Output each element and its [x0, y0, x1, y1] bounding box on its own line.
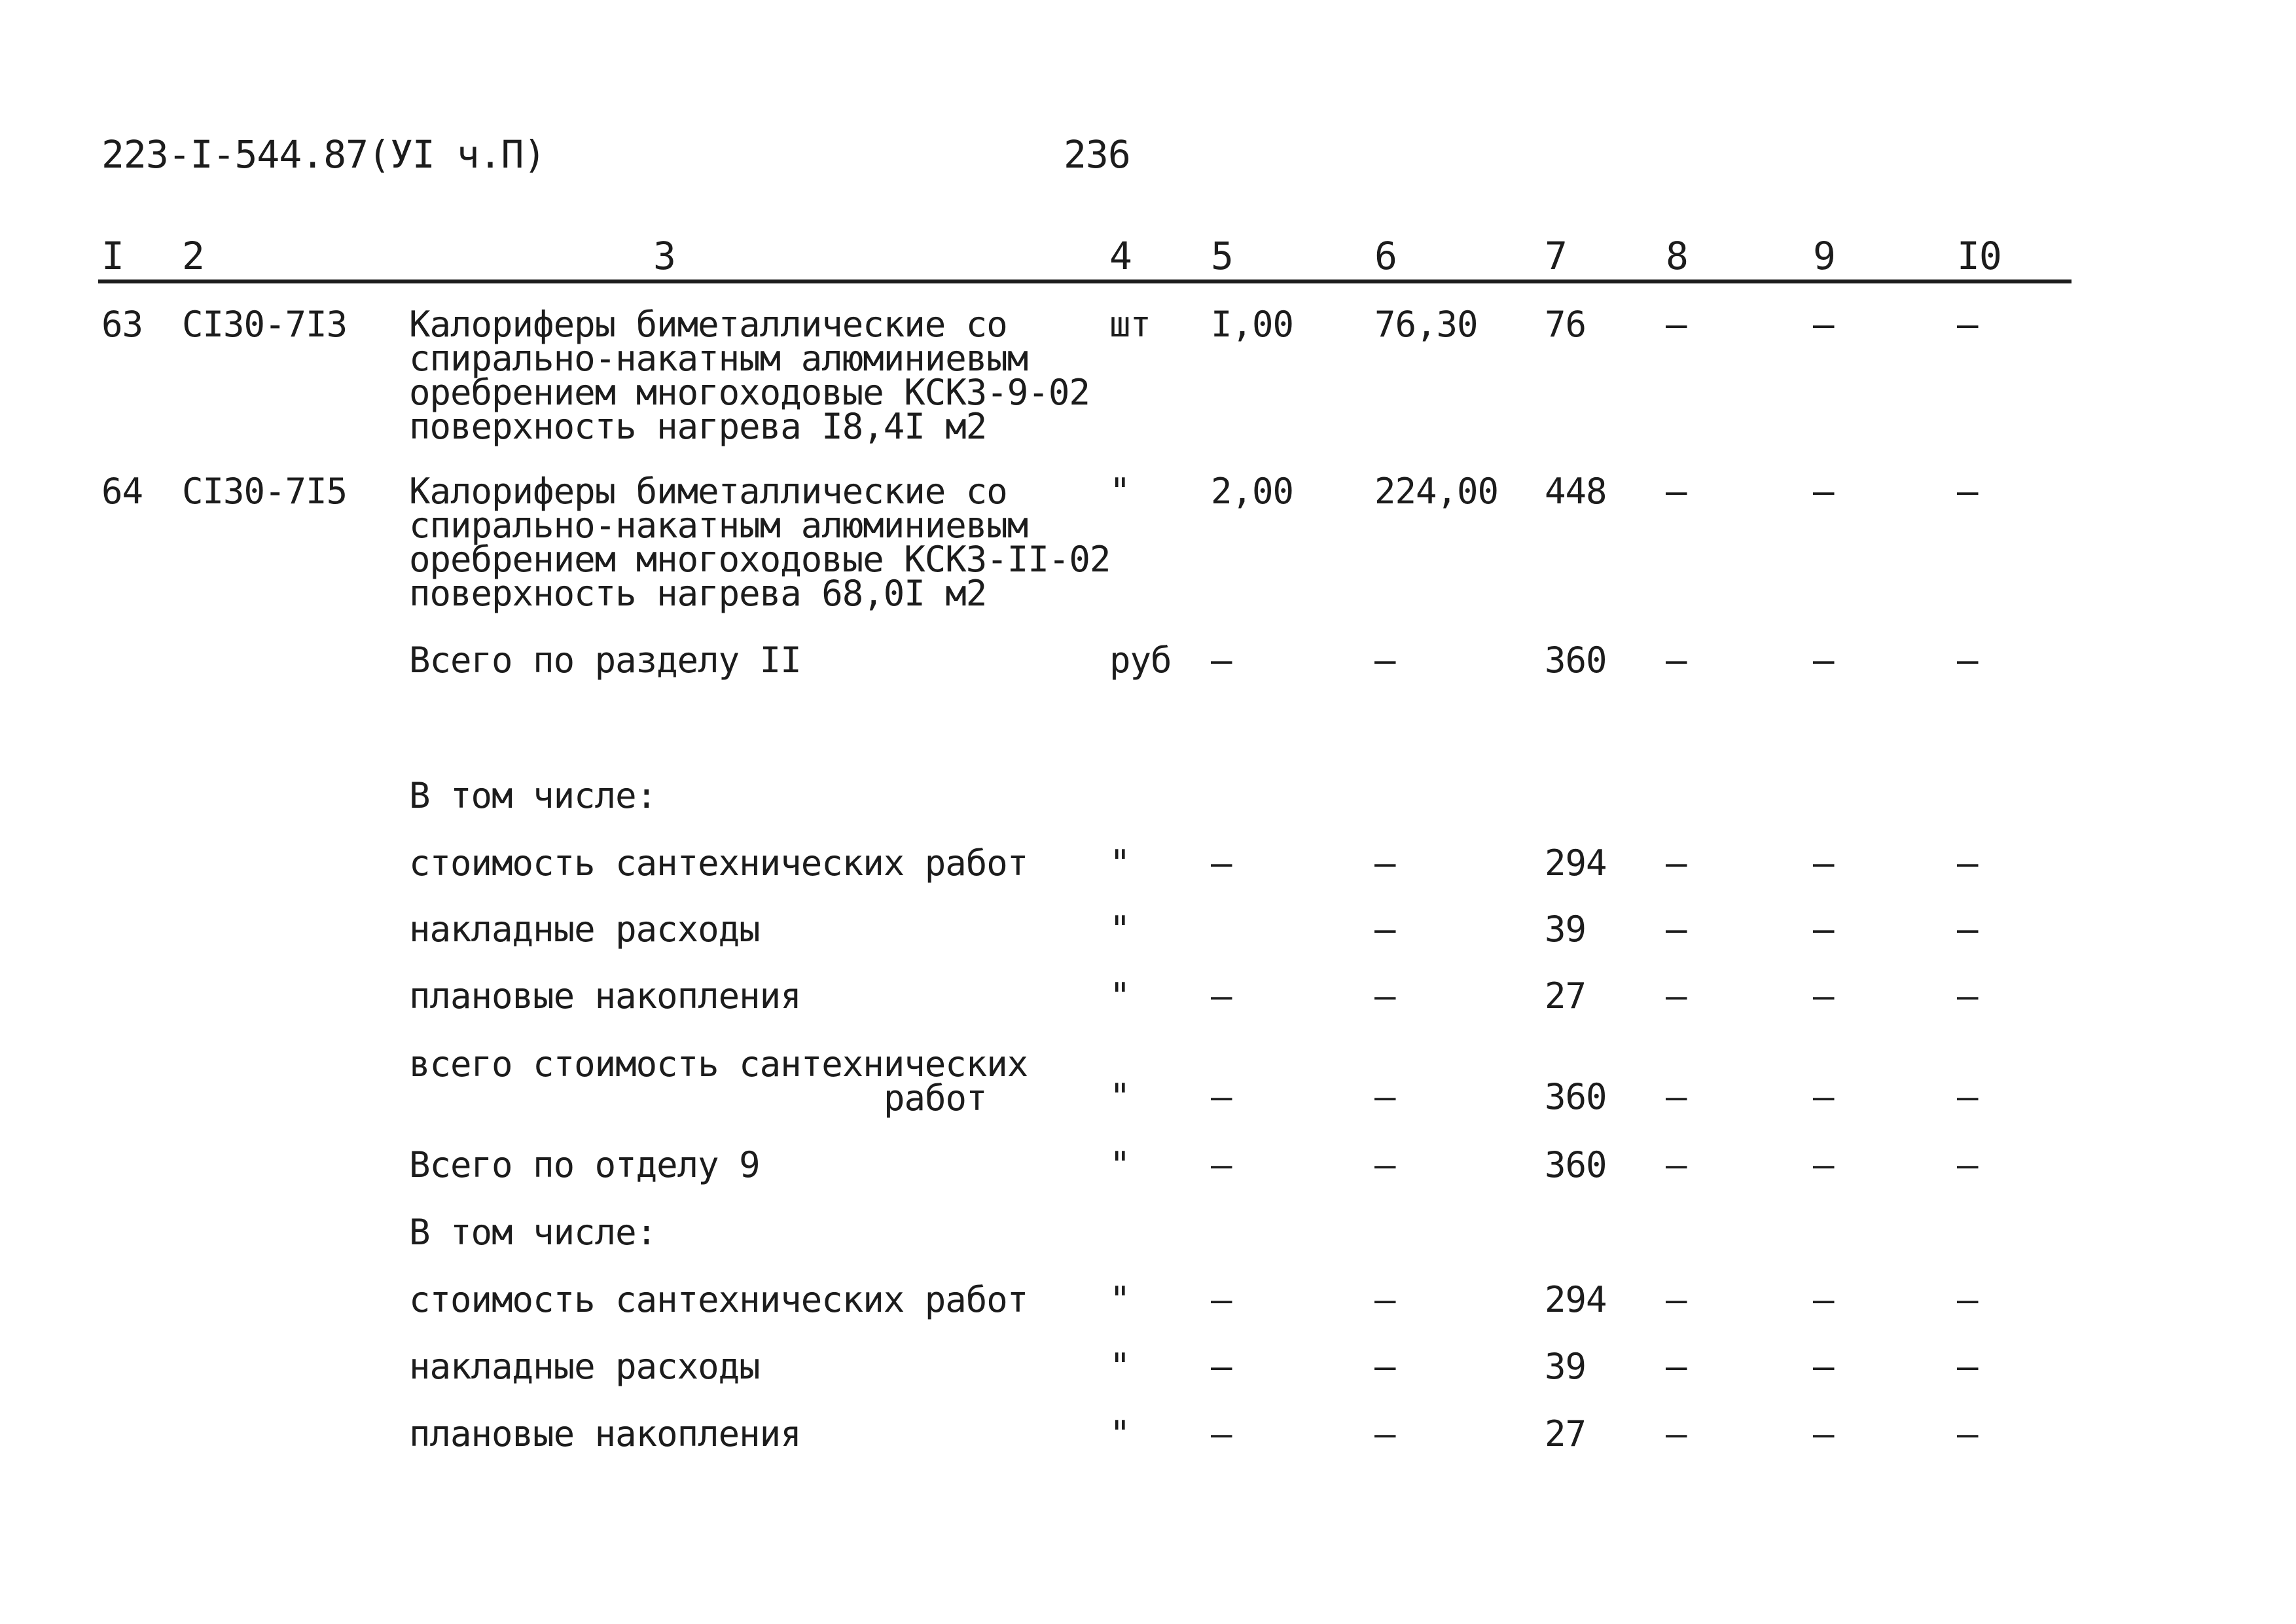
inc1-item2-total: 39: [1545, 909, 1587, 950]
row-64-qty: 2,00: [1211, 471, 1294, 512]
row-64-desc-line3: оребрением многоходовые КСКЗ-II-02: [409, 539, 1111, 580]
inc1-item4-label-line2: работ: [884, 1077, 987, 1119]
row-64-code: CI30-7I5: [182, 471, 348, 512]
row-63-unit: шт: [1109, 304, 1151, 345]
inc2-item2-col9: –: [1813, 1346, 1834, 1387]
inc1-item3-total: 27: [1545, 975, 1587, 1017]
inc2-item1-label: стоимость сантехнических работ: [409, 1279, 1028, 1320]
section-total-price: –: [1374, 640, 1395, 681]
inc1-item3-label: плановые накопления: [409, 975, 801, 1017]
inc2-item2-label: накладные расходы: [409, 1346, 760, 1387]
inc1-item1-label: стоимость сантехнических работ: [409, 842, 1028, 884]
inc1-item3-col9: –: [1813, 975, 1834, 1017]
inc2-item1-col8: –: [1666, 1279, 1687, 1320]
row-64-desc-line2: спирально-накатным алюминиевым: [409, 505, 1028, 546]
header-rule: [98, 280, 2072, 283]
including-heading-1: В том числе:: [409, 775, 657, 816]
inc2-item2-price: –: [1374, 1346, 1395, 1387]
inc1-item1-qty: –: [1211, 842, 1232, 884]
column-header-3: 3: [653, 234, 675, 278]
inc1-item4-qty: –: [1211, 1076, 1232, 1117]
inc1-item3-unit: ": [1109, 975, 1130, 1017]
inc1-item2-col9: –: [1813, 909, 1834, 950]
inc2-item3-col8: –: [1666, 1413, 1687, 1454]
inc2-item3-qty: –: [1211, 1413, 1232, 1454]
dept-total-price: –: [1374, 1144, 1395, 1185]
row-64-col10: –: [1957, 471, 1978, 512]
inc1-item1-price: –: [1374, 842, 1395, 884]
inc1-item3-col8: –: [1666, 975, 1687, 1017]
inc2-item1-qty: –: [1211, 1279, 1232, 1320]
inc1-item3-col10: –: [1957, 975, 1978, 1017]
section-total-col10: –: [1957, 640, 1978, 681]
row-63-number: 63: [101, 304, 143, 345]
inc2-item3-total: 27: [1545, 1413, 1587, 1454]
row-64-col8: –: [1666, 471, 1687, 512]
inc1-item3-price: –: [1374, 975, 1395, 1017]
row-64-desc-line4: поверхность нагрева 68,0I м2: [409, 573, 987, 614]
section-total-col8: –: [1666, 640, 1687, 681]
page-number: 236: [1064, 132, 1130, 177]
row-64-total: 448: [1545, 471, 1607, 512]
row-63-desc-line3: оребрением многоходовые КСКЗ-9-02: [409, 372, 1090, 413]
inc2-item1-unit: ": [1109, 1279, 1130, 1320]
inc1-item4-label-line1: всего стоимость сантехнических: [409, 1043, 1028, 1085]
row-63-desc-line4: поверхность нагрева I8,4I м2: [409, 406, 987, 447]
inc2-item3-col10: –: [1957, 1413, 1978, 1454]
row-64-unit: ": [1109, 471, 1130, 512]
dept-total-unit: ": [1109, 1144, 1130, 1185]
inc2-item1-col9: –: [1813, 1279, 1834, 1320]
row-64-price: 224,00: [1374, 471, 1499, 512]
row-64-col9: –: [1813, 471, 1834, 512]
inc2-item1-col10: –: [1957, 1279, 1978, 1320]
section-total-label: Всего по разделу II: [409, 640, 801, 681]
inc1-item4-total: 360: [1545, 1076, 1607, 1117]
column-header-10: I0: [1957, 234, 2001, 278]
inc1-item4-col8: –: [1666, 1076, 1687, 1117]
inc1-item1-total: 294: [1545, 842, 1607, 884]
including-heading-2: В том числе:: [409, 1212, 657, 1253]
inc1-item4-unit: ": [1109, 1076, 1130, 1117]
row-63-price: 76,30: [1374, 304, 1478, 345]
row-63-col10: –: [1957, 304, 1978, 345]
dept-total-col8: –: [1666, 1144, 1687, 1185]
row-63-code: CI30-7I3: [182, 304, 348, 345]
section-total-unit: руб: [1109, 640, 1172, 681]
inc1-item1-col10: –: [1957, 842, 1978, 884]
row-63-desc-line2: спирально-накатным алюминиевым: [409, 338, 1028, 379]
inc1-item1-unit: ": [1109, 842, 1130, 884]
document-code: 223-I-544.87(УI ч.П): [101, 132, 546, 177]
dept-total-label: Всего по отделу 9: [409, 1144, 760, 1185]
row-64-number: 64: [101, 471, 143, 512]
column-header-5: 5: [1211, 234, 1233, 278]
column-header-2: 2: [182, 234, 204, 278]
inc1-item4-col9: –: [1813, 1076, 1834, 1117]
inc1-item1-col8: –: [1666, 842, 1687, 884]
column-header-6: 6: [1374, 234, 1397, 278]
section-total-value: 360: [1545, 640, 1607, 681]
inc1-item1-col9: –: [1813, 842, 1834, 884]
dept-total-col10: –: [1957, 1144, 1978, 1185]
row-63-col8: –: [1666, 304, 1687, 345]
inc2-item3-label: плановые накопления: [409, 1413, 801, 1454]
row-63-col9: –: [1813, 304, 1834, 345]
dept-total-value: 360: [1545, 1144, 1607, 1185]
inc1-item4-price: –: [1374, 1076, 1395, 1117]
inc2-item3-price: –: [1374, 1413, 1395, 1454]
inc1-item2-unit: ": [1109, 909, 1130, 950]
dept-total-qty: –: [1211, 1144, 1232, 1185]
column-header-8: 8: [1666, 234, 1688, 278]
section-total-col9: –: [1813, 640, 1834, 681]
column-header-1: I: [101, 234, 124, 278]
inc1-item2-col8: –: [1666, 909, 1687, 950]
inc2-item3-unit: ": [1109, 1413, 1130, 1454]
inc1-item3-qty: –: [1211, 975, 1232, 1017]
column-header-9: 9: [1813, 234, 1835, 278]
inc2-item2-col10: –: [1957, 1346, 1978, 1387]
column-header-4: 4: [1109, 234, 1132, 278]
dept-total-col9: –: [1813, 1144, 1834, 1185]
inc1-item2-label: накладные расходы: [409, 909, 760, 950]
row-63-desc-line1: Калориферы биметаллические со: [409, 304, 1007, 345]
inc2-item1-price: –: [1374, 1279, 1395, 1320]
inc2-item2-qty: –: [1211, 1346, 1232, 1387]
inc1-item2-col10: –: [1957, 909, 1978, 950]
inc2-item2-total: 39: [1545, 1346, 1587, 1387]
row-63-qty: I,00: [1211, 304, 1294, 345]
inc1-item4-col10: –: [1957, 1076, 1978, 1117]
section-total-qty: –: [1211, 640, 1232, 681]
inc2-item3-col9: –: [1813, 1413, 1834, 1454]
row-64-desc-line1: Калориферы биметаллические со: [409, 471, 1007, 512]
inc1-item2-price: –: [1374, 909, 1395, 950]
inc2-item2-col8: –: [1666, 1346, 1687, 1387]
column-header-7: 7: [1545, 234, 1567, 278]
inc2-item1-total: 294: [1545, 1279, 1607, 1320]
inc2-item2-unit: ": [1109, 1346, 1130, 1387]
row-63-total: 76: [1545, 304, 1587, 345]
